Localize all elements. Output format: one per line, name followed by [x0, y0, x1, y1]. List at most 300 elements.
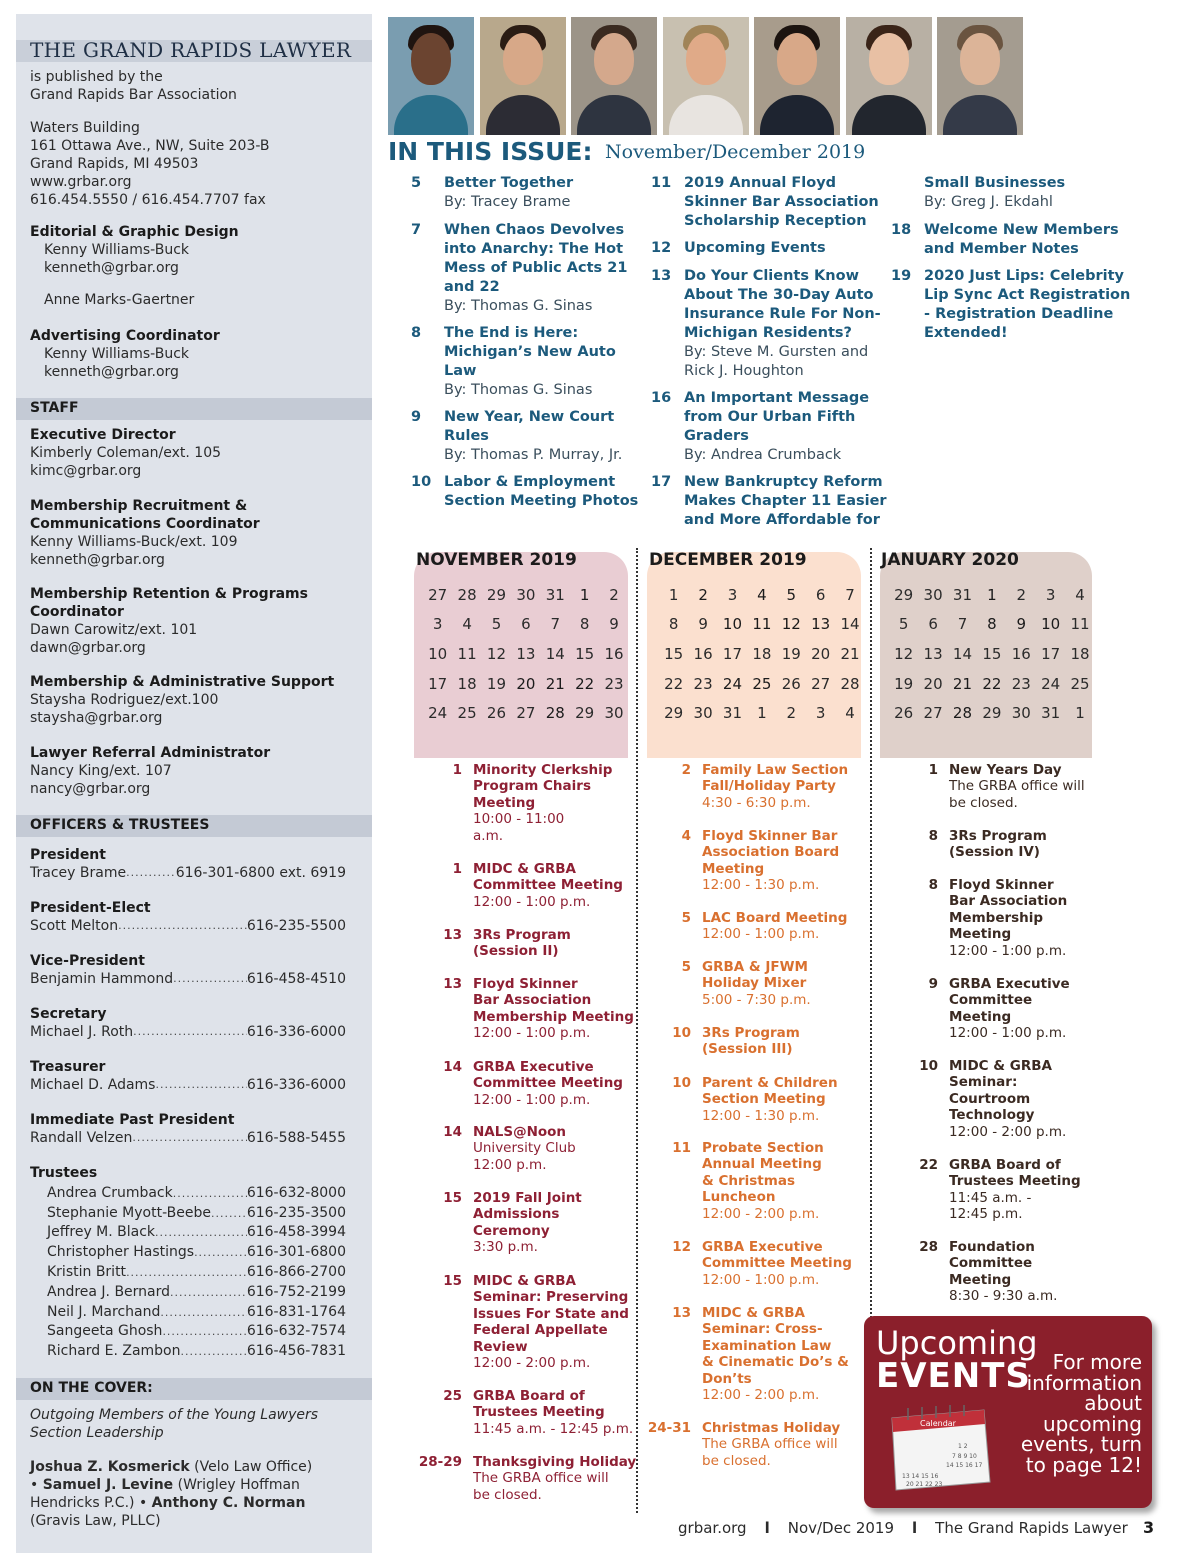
officer-role: Secretary [30, 1006, 107, 1022]
toc-title-line: Mess of Public Acts 21 [444, 260, 628, 276]
calendar-day: 22 [570, 669, 599, 699]
officer-vice-president [30, 952, 346, 988]
officers-header-bar [16, 815, 372, 837]
trustee-row [30, 1283, 346, 1303]
event-item[interactable] [872, 877, 1089, 959]
event-title-line: Don’ts [702, 1370, 752, 1387]
toc-byline-line: By: Tracey Brame [444, 194, 571, 210]
event-title-line: 3Rs Program [949, 828, 1047, 844]
event-title-line: 2019 Fall Joint [473, 1190, 582, 1206]
event-title-line: Technology [949, 1107, 1035, 1124]
event-date: 1 [928, 762, 938, 778]
event-title-line: Christmas Holiday [702, 1420, 841, 1436]
calendar-day: 7 [550, 615, 561, 634]
event-title-line: 3Rs Program [473, 927, 571, 943]
toc-entry[interactable] [651, 473, 887, 530]
november-calendar-title: NOVEMBER 2019 [416, 550, 577, 570]
svg-text:20 21 22 23: 20 21 22 23 [906, 1481, 943, 1488]
event-item[interactable] [396, 927, 633, 960]
calendar-day: 1 [977, 580, 1006, 610]
officer-role: Immediate Past President [30, 1112, 235, 1128]
event-title-line: Ceremony [473, 1222, 550, 1239]
event-title-line: Committee [949, 1255, 1033, 1272]
cover-name: Samuel J. Levine [42, 1477, 174, 1493]
event-detail-line: 12:00 - 2:00 p.m. [702, 1205, 820, 1222]
footer-issue: Nov/Dec 2019 [787, 1519, 895, 1537]
event-title-line: & Cinematic Do’s & [702, 1354, 849, 1371]
december-calendar-title: DECEMBER 2019 [649, 550, 807, 570]
event-date: 4 [681, 828, 691, 844]
event-item[interactable] [872, 762, 1089, 811]
toc-title-line: into Anarchy: The Hot [444, 241, 624, 257]
event-date: 14 [443, 1059, 462, 1075]
calendar-day: 2 [786, 704, 797, 723]
event-detail-line: 12:00 - 2:00 p.m. [702, 1387, 820, 1404]
editorial-email[interactable]: kenneth@grbar.org [44, 260, 179, 276]
website-link[interactable]: www.grbar.org [30, 174, 132, 190]
officer-name: Michael D. Adams [30, 1077, 156, 1093]
footer-site[interactable]: grbar.org [678, 1519, 747, 1537]
staff-header: STAFF [30, 400, 79, 416]
calendar-day: 4 [462, 615, 472, 634]
officer-role: President-Elect [30, 900, 151, 916]
event-date: 24-31 [647, 1420, 691, 1436]
event-title-line: Floyd Skinner Bar [702, 828, 838, 844]
event-date: 15 [443, 1273, 462, 1289]
event-item[interactable] [396, 1124, 633, 1173]
issue-date: November/December 2019 [605, 141, 866, 163]
event-date: 28-29 [418, 1454, 462, 1470]
officer-name: Benjamin Hammond [30, 971, 174, 987]
events-heading: EVENTS [876, 1356, 1031, 1396]
masthead-title: THE GRAND RAPIDS LAWYER [30, 38, 352, 62]
upcoming-text-line: events, turn [1020, 1432, 1142, 1457]
event-title-line: GRBA Executive [949, 976, 1070, 992]
calendar-day: 26 [894, 704, 914, 723]
trustee-row [30, 1184, 346, 1204]
trustees-label: Trustees [30, 1165, 98, 1181]
calendar-day: 26 [486, 704, 507, 723]
calendar-day: 10 [428, 644, 448, 663]
trustee-phone: 616-752-2199 [246, 1283, 346, 1300]
event-item[interactable] [396, 1388, 633, 1437]
toc-byline-line: Rick J. Houghton [684, 363, 804, 379]
toc-page-number: 9 [411, 409, 422, 425]
event-item[interactable] [625, 828, 862, 894]
event-date: 10 [919, 1058, 938, 1074]
event-title-line: Issues For State and [473, 1305, 629, 1322]
officer-role: President [30, 847, 106, 863]
dot-leader [132, 1129, 246, 1147]
calendar-day: 10 [718, 610, 747, 640]
toc-entry[interactable] [891, 174, 1127, 212]
upcoming-text-line: to page 12! [1025, 1452, 1142, 1477]
calendar-day: 31 [722, 704, 743, 723]
toc-entry[interactable] [651, 267, 887, 381]
staff-name: Dawn Carowitz/ext. 101 [30, 622, 198, 638]
event-detail-line: 10:00 - 11:00 [473, 811, 565, 828]
event-item[interactable] [625, 1305, 862, 1403]
event-date: 15 [443, 1190, 462, 1206]
dot-leader [126, 864, 176, 882]
toc-title-line: Section Meeting Photos [444, 493, 639, 509]
trustee-phone: 616-866-2700 [246, 1263, 346, 1280]
event-title-line: Probate Section [702, 1140, 824, 1156]
event-item[interactable] [396, 1454, 637, 1503]
staff-email[interactable]: kimc@grbar.org [30, 463, 142, 479]
toc-entry[interactable] [411, 324, 647, 400]
calendar-day: 25 [1070, 674, 1090, 693]
toc-page-number: 17 [651, 474, 672, 490]
event-item[interactable] [396, 1273, 633, 1371]
calendar-day: 31 [1041, 704, 1061, 723]
event-detail-line: be closed. [702, 1452, 771, 1469]
cover-caption [30, 1406, 366, 1442]
officer-phone: 616-235-5500 [246, 918, 346, 934]
event-date: 22 [919, 1157, 938, 1173]
toc-title-line: When Chaos Devolves [444, 222, 625, 238]
cover-header: ON THE COVER: [30, 1380, 153, 1396]
calendar-day: 17 [722, 644, 743, 663]
event-title-line: Fall/Holiday Party [702, 778, 836, 795]
cover-caption-line: Outgoing Members of the Young Lawyers [30, 1407, 319, 1423]
calendar-day: 12 [894, 644, 914, 663]
toc-entry[interactable] [651, 174, 887, 231]
toc-entry[interactable] [651, 239, 887, 258]
toc-page-number: 18 [891, 222, 912, 238]
calendar-day: 7 [957, 615, 968, 634]
toc-page-number: 19 [891, 268, 912, 284]
event-item[interactable] [396, 1190, 633, 1256]
address-block [30, 119, 366, 209]
trustee-name: Andrea Crumback [47, 1184, 173, 1201]
calendar-day: 11 [1070, 615, 1090, 634]
calendar-day: 22 [664, 674, 684, 693]
november-calendar-grid [423, 580, 629, 728]
officer-name: Tracey Brame [30, 865, 127, 881]
trustee-phone: 616-458-3994 [246, 1224, 346, 1241]
masthead-title-bar [16, 40, 372, 62]
toc-byline-line: By: Thomas G. Sinas [444, 298, 593, 314]
event-title-line: Seminar: Preserving [473, 1289, 629, 1306]
event-item[interactable] [625, 959, 862, 1008]
officer-president-elect [30, 899, 346, 935]
staff-role: Membership Recruitment & [30, 498, 248, 514]
calendar-day: 5 [777, 580, 806, 610]
event-title-line: Seminar: [949, 1074, 1018, 1091]
calendar-day: 20 [811, 644, 831, 663]
staff-email[interactable]: staysha@grbar.org [30, 710, 163, 726]
publisher-note [30, 68, 366, 104]
toc-title-line: 2020 Just Lips: Celebrity [924, 268, 1124, 284]
phone-fax-line: 616.454.5550 / 616.454.7707 fax [30, 192, 266, 208]
staff-name: Kimberly Coleman/ext. 105 [30, 445, 222, 461]
event-title-line: Examination Law [702, 1337, 832, 1354]
trustee-phone: 616-456-7831 [246, 1343, 346, 1360]
event-item[interactable] [872, 1058, 1089, 1140]
calendar-day: 14 [840, 615, 860, 634]
calendar-day: 30 [516, 585, 536, 604]
toc-byline-line: By: Steve M. Gursten and [684, 344, 869, 360]
dot-leader [173, 1184, 247, 1204]
toc-title-line: Michigan Residents? [684, 325, 852, 341]
event-title-line: Meeting [473, 794, 536, 811]
calendar-day: 1 [1075, 704, 1085, 723]
event-title-line: GRBA Board of [949, 1157, 1061, 1173]
event-detail-line: 4:30 - 6:30 p.m. [702, 794, 811, 811]
editorial-name: Anne Marks-Gaertner [44, 292, 195, 308]
calendar-day: 24 [1041, 674, 1061, 693]
calendar-day: 8 [668, 615, 679, 634]
officers-header: OFFICERS & TRUSTEES [30, 817, 210, 833]
trustee-phone: 616-632-7574 [246, 1323, 346, 1340]
calendar-day: 14 [545, 644, 565, 663]
event-title-line: Review [473, 1338, 528, 1355]
event-date: 28 [919, 1239, 938, 1255]
toc-entry[interactable] [651, 389, 887, 465]
officer-past-president [30, 1111, 346, 1147]
toc-title-line: Makes Chapter 11 Easier [684, 493, 887, 509]
staff-name: Staysha Rodriguez/ext.100 [30, 692, 219, 708]
calendar-day: 15 [982, 644, 1002, 663]
event-title-line: Seminar: Cross- [702, 1321, 823, 1338]
calendar-day: 18 [457, 674, 477, 693]
staff-role: Executive Director [30, 427, 176, 443]
event-item[interactable] [625, 1025, 862, 1058]
editorial-block [30, 223, 366, 309]
toc-entry[interactable] [411, 174, 647, 212]
trustee-name: Stephanie Myott-Beebe [47, 1204, 211, 1221]
event-title-line: Foundation [949, 1239, 1035, 1255]
event-title-line: GRBA Board of [473, 1388, 585, 1404]
calendar-day: 13 [806, 610, 835, 640]
event-title-line: Bar Association [949, 893, 1068, 910]
staff-lawyer-referral [30, 744, 366, 798]
toc-title-line: Graders [684, 428, 749, 444]
address-line: Grand Rapids, MI 49503 [30, 156, 199, 172]
event-title-line: Minority Clerkship [473, 762, 613, 778]
staff-email[interactable]: dawn@grbar.org [30, 640, 146, 656]
calendar-day: 29 [486, 585, 507, 604]
upcoming-text-line: upcoming [1042, 1411, 1142, 1436]
trustee-name: Jeffrey M. Black [47, 1224, 156, 1241]
toc-entry[interactable] [411, 221, 647, 316]
event-title-line: Membership Meeting [473, 1008, 634, 1025]
trustee-row [30, 1243, 346, 1263]
calendar-day: 28 [541, 698, 570, 728]
event-title-line: Committee Meeting [473, 877, 623, 894]
event-item[interactable] [625, 910, 862, 943]
trustee-name: Kristin Britt [47, 1263, 127, 1280]
event-item[interactable] [625, 762, 862, 811]
dot-leader [194, 1243, 247, 1263]
trustee-row [30, 1204, 346, 1224]
officer-treasurer [30, 1058, 346, 1094]
advertising-block [30, 327, 366, 381]
event-title-line: Admissions [473, 1206, 560, 1223]
officer-row [30, 1129, 346, 1147]
officer-phone: 616-336-6000 [246, 1024, 346, 1040]
event-date: 5 [681, 910, 691, 926]
event-detail-line: a.m. [473, 827, 504, 844]
event-item[interactable] [872, 1157, 1089, 1223]
officer-name: Michael J. Roth [30, 1024, 134, 1040]
event-title-line: Membership [949, 909, 1044, 926]
cover-names [30, 1458, 366, 1530]
upcoming-text [1002, 1352, 1142, 1476]
event-item[interactable] [625, 1239, 862, 1288]
event-title-line: & Christmas [702, 1172, 795, 1189]
calendar-day: 30 [923, 585, 943, 604]
masthead-sidebar [16, 14, 372, 1553]
calendar-day: 18 [1070, 644, 1090, 663]
officer-name: Scott Melton [30, 918, 119, 934]
toc-title-line: Extended! [924, 325, 1008, 341]
event-title-line: Meeting [949, 1271, 1012, 1288]
calendar-day: 4 [747, 580, 776, 610]
calendar-day: 29 [894, 585, 914, 604]
event-detail-line: 12:00 - 1:00 p.m. [702, 926, 820, 943]
calendar-day: 10 [1036, 610, 1065, 640]
toc-title-line: Welcome New Members [924, 222, 1119, 238]
calendar-day: 1 [668, 585, 679, 604]
upcoming-text-line: For more [1052, 1350, 1142, 1374]
cover-photo-7 [937, 17, 1023, 135]
dot-leader [170, 1283, 247, 1303]
january-calendar-title: JANUARY 2020 [881, 550, 1019, 570]
event-date: 13 [443, 927, 462, 943]
calendar-day: 27 [428, 585, 448, 604]
toc-title-line: Small Businesses [924, 175, 1066, 191]
toc-entry[interactable] [411, 473, 647, 511]
calendar-day: 26 [781, 674, 801, 693]
calendar-day: 28 [457, 585, 477, 604]
toc-entry[interactable] [891, 267, 1131, 343]
calendar-day: 28 [840, 674, 860, 693]
toc-title-line: Do Your Clients Know [684, 268, 859, 284]
event-item[interactable] [396, 861, 633, 910]
staff-role: Membership Retention & Programs [30, 586, 308, 602]
editorial-label: Editorial & Graphic Design [30, 224, 239, 240]
event-item[interactable] [872, 828, 1089, 861]
calendar-day: 19 [781, 644, 801, 663]
toc-title-line: Lip Sync Act Registration [924, 287, 1131, 303]
event-detail-line: 12:45 p.m. [949, 1206, 1023, 1223]
toc-page-number: 7 [411, 222, 422, 238]
calendar-day: 27 [923, 704, 943, 723]
staff-email[interactable]: nancy@grbar.org [30, 781, 151, 797]
upcoming-events-promo[interactable] [864, 1316, 1152, 1508]
event-date: 25 [443, 1388, 462, 1404]
calendar-day: 23 [693, 674, 713, 693]
officer-row [30, 1023, 346, 1041]
cover-photo-4 [663, 17, 749, 135]
staff-email[interactable]: kenneth@grbar.org [30, 552, 165, 568]
officer-row [30, 917, 346, 935]
calendar-day: 17 [428, 674, 448, 693]
trustee-phone: 616-632-8000 [246, 1184, 346, 1201]
event-item[interactable] [625, 1140, 862, 1222]
calendar-day: 18 [752, 644, 772, 663]
cover-photo-2 [480, 17, 566, 135]
event-detail-line: 12:00 p.m. [473, 1156, 547, 1173]
cover-photo-6 [846, 17, 932, 135]
event-date: 1 [452, 762, 462, 778]
calendar-day: 7 [845, 585, 855, 604]
event-item[interactable] [396, 1059, 633, 1108]
calendar-day: 5 [491, 615, 502, 634]
event-title-line: GRBA & JFWM [702, 959, 808, 975]
event-title-line: LAC Board Meeting [702, 910, 848, 926]
toc-title-line: Scholarship Reception [684, 213, 867, 229]
event-title-line: Trustees Meeting [473, 1404, 605, 1421]
event-item[interactable] [396, 762, 633, 844]
address-line: Waters Building [30, 120, 140, 136]
event-detail-line: 11:45 a.m. - 12:45 p.m. [473, 1420, 634, 1437]
toc-title-line: and Member Notes [924, 241, 1079, 257]
toc-page-number: 12 [651, 240, 672, 256]
advertising-name: Kenny Williams-Buck [44, 346, 190, 362]
dot-leader [211, 1204, 247, 1224]
staff-role: Membership & Administrative Support [30, 674, 335, 690]
staff-role: Coordinator [30, 604, 124, 620]
event-title-line: Family Law Section [702, 762, 849, 778]
calendar-day: 19 [486, 674, 507, 693]
event-item[interactable] [625, 1420, 862, 1469]
cover-photo-5 [754, 17, 840, 135]
event-title-line: Program Chairs [473, 778, 591, 795]
toc-title-line: and 22 [444, 279, 500, 295]
calendar-day: 9 [609, 615, 619, 634]
staff-executive-director [30, 426, 366, 480]
calendar-day: 1 [757, 704, 767, 723]
event-item[interactable] [872, 1239, 1089, 1305]
event-item[interactable] [872, 976, 1089, 1042]
calendar-day: 31 [952, 585, 973, 604]
officer-phone: 616-301-6800 ext. 6919 [175, 865, 346, 881]
toc-title-line: Insurance Rule For Non- [684, 306, 881, 322]
calendar-day: 17 [1041, 644, 1061, 663]
calendar-day: 16 [604, 644, 624, 663]
trustee-phone: 616-831-1764 [246, 1303, 346, 1320]
event-title-line: Holiday Mixer [702, 975, 807, 992]
event-title-line: GRBA Executive [702, 1239, 823, 1255]
calendar-day: 19 [894, 674, 914, 693]
advertising-email[interactable]: kenneth@grbar.org [44, 364, 179, 380]
svg-text:14 15 16 17: 14 15 16 17 [946, 1462, 983, 1469]
event-date: 5 [681, 959, 691, 975]
staff-role: Communications Coordinator [30, 516, 260, 532]
calendar-day: 20 [923, 674, 943, 693]
event-title-line: 3Rs Program [702, 1025, 800, 1041]
event-title-line: GRBA Executive [473, 1059, 594, 1075]
calendar-day: 9 [1007, 610, 1036, 640]
event-title-line: Meeting [949, 1008, 1012, 1025]
toc-entry[interactable] [891, 221, 1127, 259]
calendar-day: 12 [486, 644, 507, 663]
toc-title-line: from Our Urban Fifth [684, 409, 856, 425]
toc-entry[interactable] [411, 408, 647, 465]
calendar-day: 13 [923, 644, 943, 663]
toc-title-line: Labor & Employment [444, 474, 616, 490]
event-item[interactable] [625, 1075, 862, 1124]
event-title-line: Federal Appellate [473, 1322, 608, 1339]
trustee-name: Sangeeta Ghosh [47, 1323, 163, 1340]
event-title-line: Committee [949, 992, 1033, 1009]
event-item[interactable] [396, 976, 633, 1042]
calendar-day: 25 [747, 669, 776, 699]
publisher-line: Grand Rapids Bar Association [30, 87, 237, 103]
